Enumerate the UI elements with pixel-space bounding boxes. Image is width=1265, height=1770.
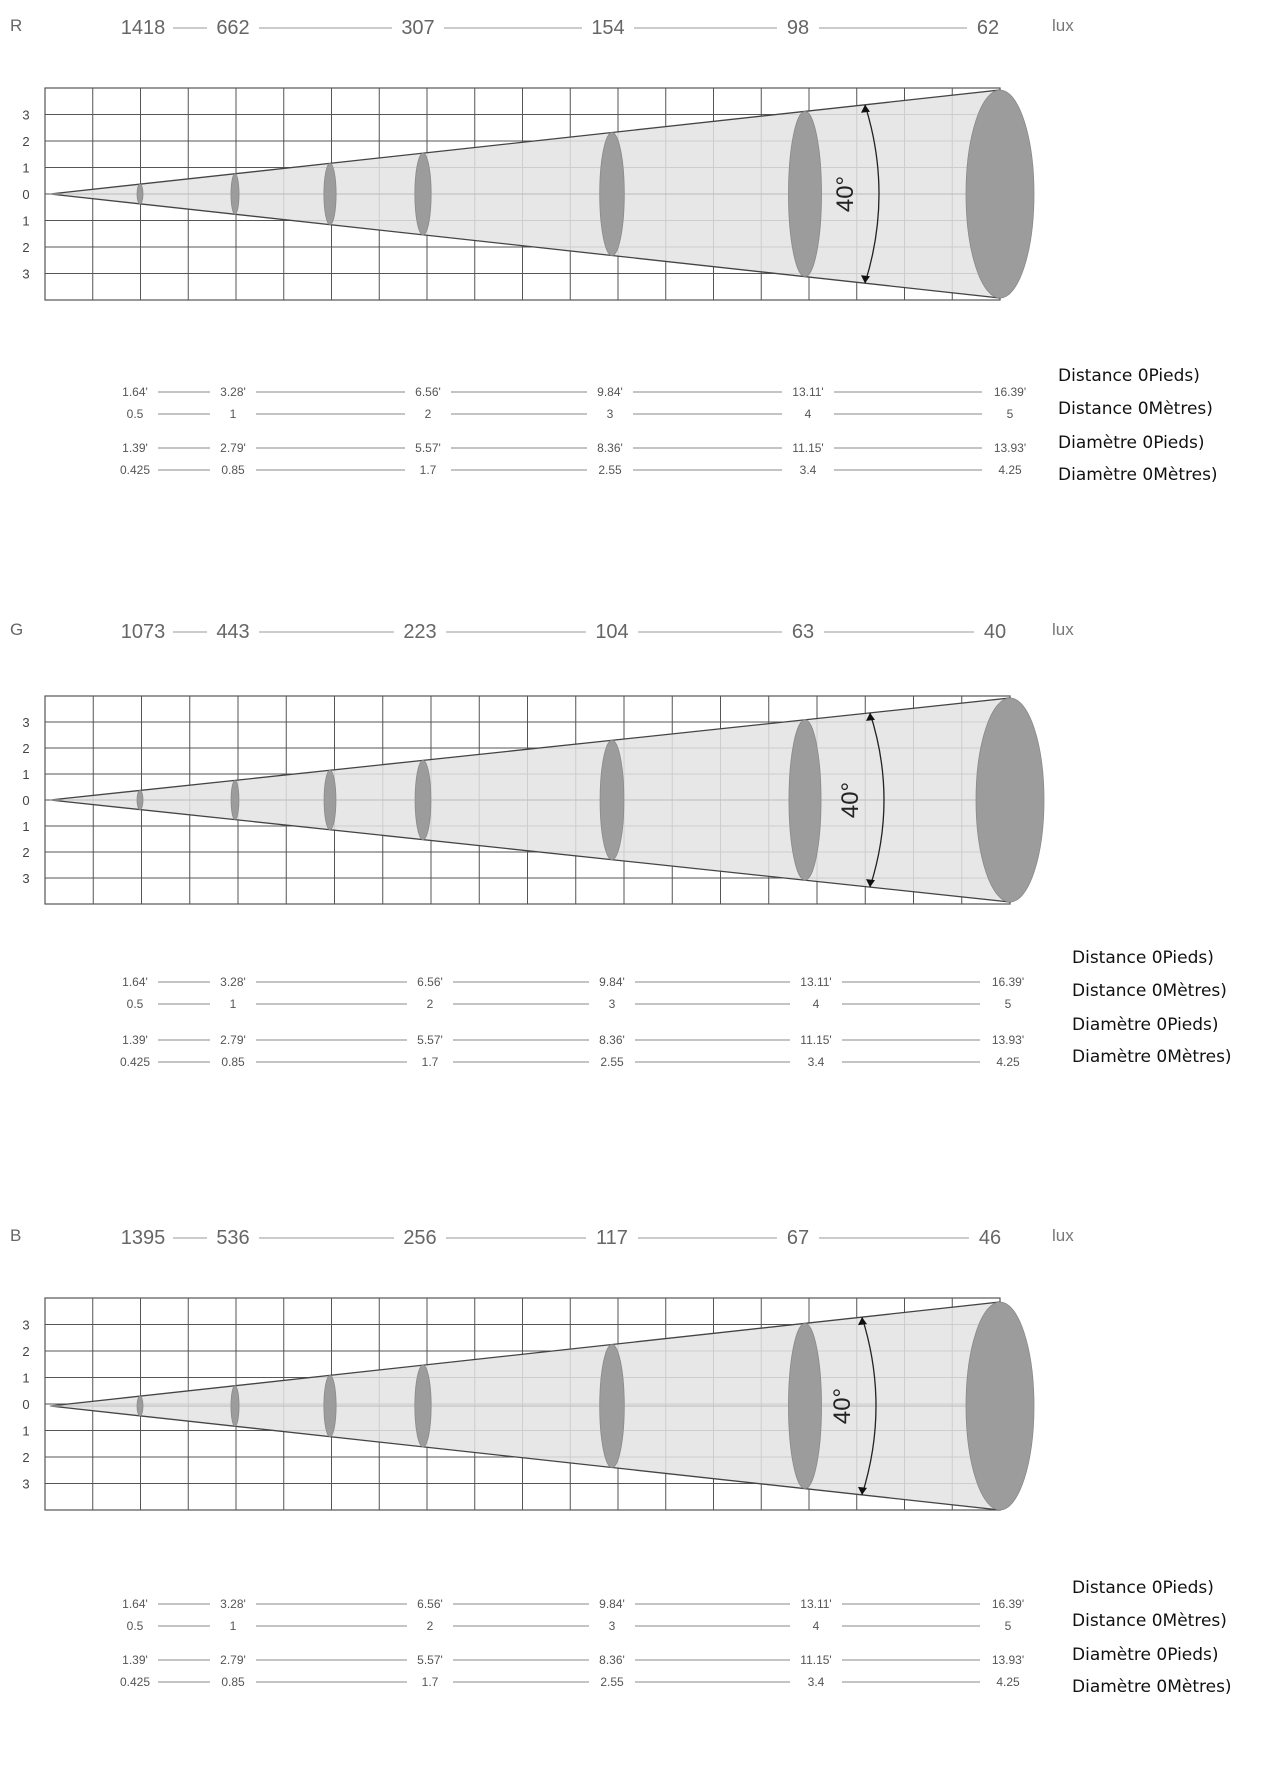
beam-ellipse [415, 153, 431, 235]
row-title-diameter-feet: Diamètre 0Pieds) [1072, 1645, 1219, 1665]
table-value: 9.84' [597, 385, 623, 399]
table-value: 2.79' [220, 441, 246, 455]
lux-value: 46 [978, 1227, 1002, 1249]
beam-ellipse [788, 111, 821, 276]
row-title-diameter-feet: Diamètre 0Pieds) [1058, 433, 1205, 453]
table-value: 1.7 [421, 1055, 439, 1069]
row-title-distance-meters: Distance 0Mètres) [1072, 981, 1227, 1001]
row-title-distance-feet: Distance 0Pieds) [1058, 366, 1200, 386]
row-title-distance-meters: Distance 0Mètres) [1072, 1611, 1227, 1631]
table-value: 11.15' [792, 441, 824, 455]
beam-panel-r [0, 0, 1265, 560]
beam-ellipse [324, 1375, 336, 1436]
table-value: 2.55 [600, 1675, 624, 1689]
table-value: 1 [229, 407, 237, 421]
table-value: 3.28' [220, 975, 246, 989]
table-value: 6.56' [417, 1597, 443, 1611]
table-value: 5 [1004, 997, 1012, 1011]
y-axis-label: 2 [22, 1344, 30, 1359]
channel-label: B [10, 1226, 22, 1245]
beam-ellipse [231, 174, 239, 215]
table-value: 16.39' [993, 385, 1027, 399]
table-value: 9.84' [599, 1597, 625, 1611]
beam-ellipse [788, 1323, 821, 1488]
y-axis-label: 2 [22, 845, 30, 860]
beam-ellipse [415, 760, 431, 839]
beam-ellipse [966, 1302, 1034, 1510]
table-value: 1.64' [122, 1597, 148, 1611]
table-value: 13.11' [800, 975, 832, 989]
beam-ellipse [600, 740, 624, 859]
lux-value: 1418 [120, 17, 166, 39]
table-value: 2 [424, 407, 432, 421]
table-value: 4.25 [998, 463, 1022, 477]
lux-value: 98 [786, 17, 810, 39]
lux-value: 62 [976, 17, 1000, 39]
lux-value: 1395 [120, 1227, 166, 1249]
table-value: 1 [229, 1619, 237, 1633]
lux-value: 63 [791, 621, 815, 643]
beam-panel-g [0, 604, 1265, 1164]
y-axis-label: 3 [22, 1317, 30, 1333]
y-axis-label: 3 [22, 1476, 30, 1492]
y-axis-label: 3 [22, 266, 30, 282]
lux-value: 307 [401, 17, 435, 39]
table-value: 4.25 [996, 1675, 1020, 1689]
table-value: 3.4 [799, 463, 817, 477]
lux-unit-label: lux [1052, 16, 1074, 35]
lux-value: 536 [216, 1227, 250, 1249]
table-value: 1.64' [122, 975, 148, 989]
table-value: 3.4 [807, 1675, 825, 1689]
table-value: 4 [804, 407, 812, 421]
channel-label: G [10, 620, 24, 639]
beam-panel-b [0, 1210, 1265, 1770]
y-axis-label: 3 [22, 107, 30, 123]
lux-value: 154 [591, 17, 625, 39]
row-title-distance-meters: Distance 0Mètres) [1058, 399, 1213, 419]
y-axis-label: 1 [22, 767, 30, 782]
table-value: 5.57' [417, 1653, 443, 1667]
table-value: 4 [812, 997, 820, 1011]
beam-ellipse [600, 132, 625, 255]
lux-value: 443 [216, 621, 250, 643]
row-title-diameter-meters: Diamètre 0Mètres) [1058, 465, 1218, 485]
table-value: 3.28' [220, 385, 246, 399]
table-value: 6.56' [417, 975, 443, 989]
table-value: 8.36' [597, 441, 623, 455]
table-value: 4.25 [996, 1055, 1020, 1069]
y-axis-label: 3 [22, 871, 30, 886]
lux-unit-label: lux [1052, 620, 1074, 639]
table-value: 5.57' [417, 1033, 443, 1047]
table-value: 0.425 [119, 1675, 151, 1689]
table-value: 16.39' [991, 1597, 1025, 1611]
lux-unit-label: lux [1052, 1226, 1074, 1245]
table-value: 1.7 [421, 1675, 439, 1689]
table-value: 2.55 [600, 1055, 624, 1069]
beam-ellipse [324, 770, 336, 830]
table-value: 2.79' [220, 1653, 246, 1667]
table-value: 13.93' [993, 441, 1027, 455]
table-value: 16.39' [991, 975, 1025, 989]
lux-value: 256 [403, 1227, 437, 1249]
table-value: 1 [229, 997, 237, 1011]
beam-angle-label: 40° [832, 175, 859, 213]
table-value: 3 [606, 407, 614, 421]
table-value: 8.36' [599, 1033, 625, 1047]
table-value: 3.28' [220, 1597, 246, 1611]
table-value: 1.39' [122, 1033, 148, 1047]
y-axis-label: 1 [22, 1423, 30, 1439]
y-axis-label: 2 [22, 240, 30, 255]
table-value: 1.39' [122, 441, 148, 455]
table-value: 0.5 [126, 1619, 144, 1633]
table-value: 0.5 [126, 407, 144, 421]
lux-value: 662 [216, 17, 250, 39]
beam-ellipse [415, 1365, 431, 1447]
beam-ellipse [976, 698, 1044, 902]
table-value: 13.11' [800, 1597, 832, 1611]
beam-ellipse [137, 1396, 143, 1416]
table-value: 1.64' [122, 385, 148, 399]
y-axis-label: 0 [22, 793, 30, 808]
table-value: 3.4 [807, 1055, 825, 1069]
row-title-distance-feet: Distance 0Pieds) [1072, 1578, 1214, 1598]
lux-value: 104 [595, 621, 629, 643]
table-value: 13.11' [792, 385, 824, 399]
table-value: 13.93' [991, 1033, 1025, 1047]
table-value: 0.85 [221, 463, 245, 477]
table-value: 1.39' [122, 1653, 148, 1667]
table-value: 0.5 [126, 997, 144, 1011]
beam-ellipse [600, 1344, 625, 1467]
y-axis-label: 2 [22, 741, 30, 756]
row-title-diameter-meters: Diamètre 0Mètres) [1072, 1047, 1232, 1067]
row-title-distance-feet: Distance 0Pieds) [1072, 948, 1214, 968]
table-value: 0.425 [119, 463, 151, 477]
table-value: 2.79' [220, 1033, 246, 1047]
table-value: 0.85 [221, 1675, 245, 1689]
beam-ellipse [231, 1386, 239, 1427]
table-value: 11.15' [800, 1033, 832, 1047]
y-axis-label: 1 [22, 213, 30, 229]
table-value: 5.57' [415, 441, 441, 455]
beam-ellipse [231, 780, 239, 819]
table-value: 9.84' [599, 975, 625, 989]
table-value: 3 [608, 997, 616, 1011]
beam-ellipse [966, 90, 1034, 298]
table-value: 11.15' [800, 1653, 832, 1667]
beam-diagram [0, 604, 1265, 1164]
y-axis-label: 0 [22, 187, 30, 202]
beam-ellipse [324, 163, 336, 224]
table-value: 1.7 [419, 463, 437, 477]
table-value: 5 [1006, 407, 1014, 421]
table-value: 2.55 [598, 463, 622, 477]
row-title-diameter-feet: Diamètre 0Pieds) [1072, 1015, 1219, 1035]
lux-value: 40 [983, 621, 1007, 643]
table-value: 6.56' [415, 385, 441, 399]
table-value: 8.36' [599, 1653, 625, 1667]
lux-value: 67 [786, 1227, 810, 1249]
table-value: 3 [608, 1619, 616, 1633]
table-value: 13.93' [991, 1653, 1025, 1667]
beam-angle-label: 40° [829, 1387, 856, 1425]
lux-value: 117 [596, 1227, 628, 1249]
y-axis-label: 1 [22, 819, 30, 834]
y-axis-label: 3 [22, 715, 30, 730]
beam-ellipse [137, 184, 143, 204]
table-value: 4 [812, 1619, 820, 1633]
table-value: 2 [426, 1619, 434, 1633]
row-title-diameter-meters: Diamètre 0Mètres) [1072, 1677, 1232, 1697]
table-value: 2 [426, 997, 434, 1011]
beam-angle-label: 40° [837, 781, 864, 819]
y-axis-label: 1 [22, 1370, 30, 1386]
table-value: 0.425 [119, 1055, 151, 1069]
table-value: 0.85 [221, 1055, 245, 1069]
lux-value: 1073 [120, 621, 166, 643]
table-value: 5 [1004, 1619, 1012, 1633]
y-axis-label: 2 [22, 134, 30, 149]
channel-label: R [10, 16, 23, 35]
beam-ellipse [789, 720, 821, 880]
y-axis-label: 1 [22, 160, 30, 176]
y-axis-label: 2 [22, 1450, 30, 1465]
y-axis-label: 0 [22, 1397, 30, 1412]
lux-value: 223 [403, 621, 437, 643]
beam-ellipse [137, 790, 143, 809]
